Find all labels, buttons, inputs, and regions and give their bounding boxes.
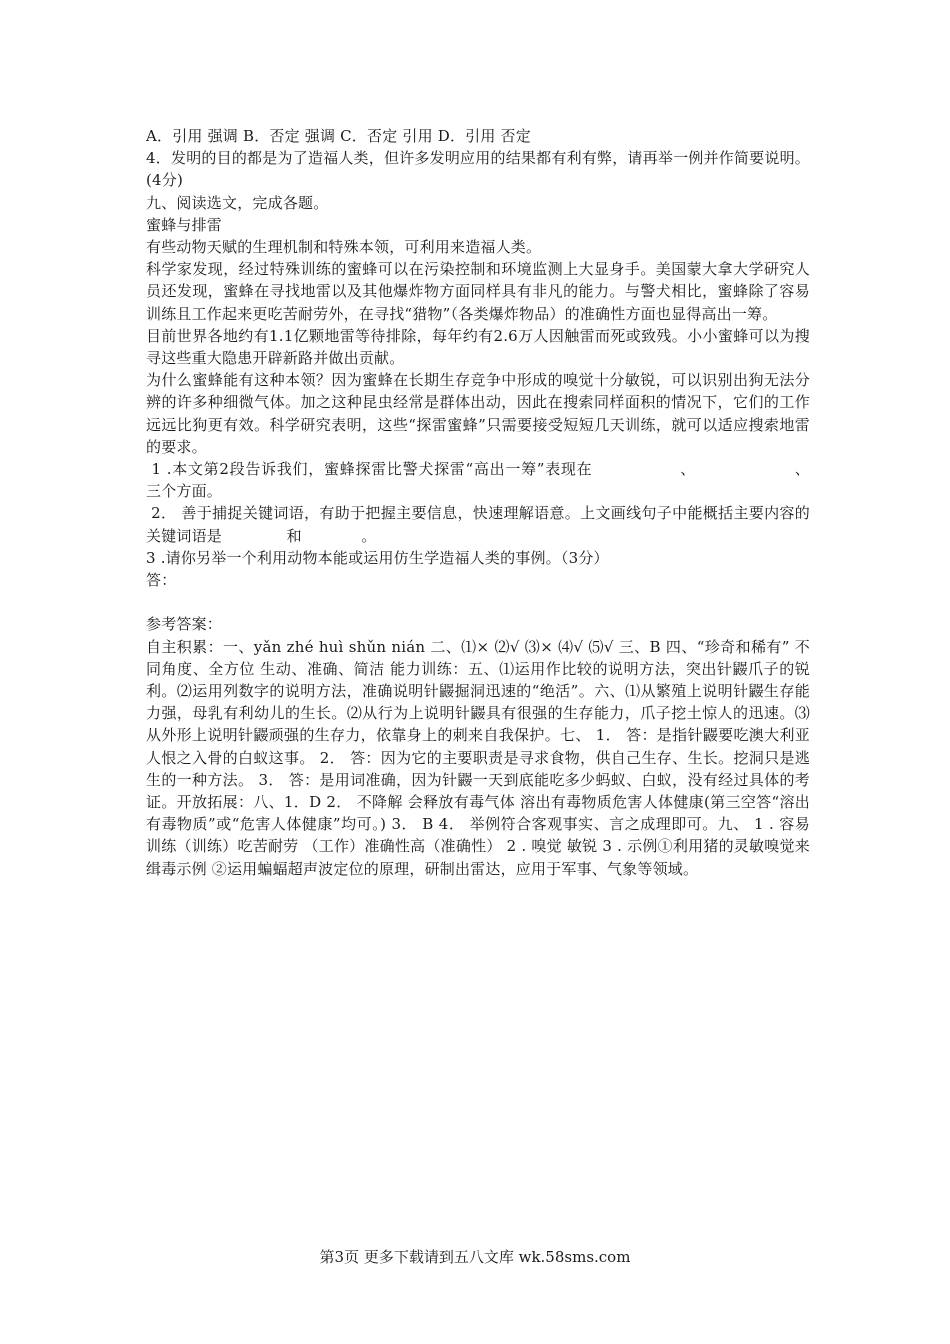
answer-options: A．引用 强调 B．否定 强调 C．否定 引用 D．引用 否定 [146,127,531,145]
article-paragraph: 目前世界各地约有1.1亿颗地雷等待排除，每年约有2.6万人因触雷而死或致残。小小蜜蜂可以为搜寻这些重大隐患开辟新路并做出贡献。 [146,326,810,368]
reference-answers-body: 自主积累：一、yǎn zhé huì shǔn nián 二、⑴× ⑵√ ⑶× ⑷√ ⑸√ 三、B 四、“珍奇和稀有” 不同角度、全方位 生动、准确、简洁 能力训练：五、⑴运用作比较的说明方法，突出针鼹爪子的锐利。⑵运用列数字的说明方法，准确说明针鼹掘洞迅速的“绝活”。六、⑴从繁殖上说明针鼹生存能力强，母乳有利幼儿的生长。⑵从行为上说明针鼹具有很强的生存能力，爪子挖土惊人的迅速。⑶从外形上说明针鼹顽强的生存力，依靠身上的刺来自我保护。七、 1． 答：是指针鼹要吃澳大利亚人恨之入骨的白蚁这事。 2． 答：因为它的主要职责是寻求食物，供自己生存、生长。挖洞只是逃生的一种方法。 3． 答：是用词准确，因为针鼹一天到底能吃多少蚂蚁、白蚁，没有经过具体的考证。开放拓展：八、1．D 2． 不降解 会释放有毒气体 溶出有毒物质危害人体健康(第三空答“溶出有毒物质”或“危害人体健康”均可。) 3． B 4． 举例符合客观事实、言之成理即可。九、 1 . 容易训练（训练）吃苦耐劳 （工作）准确性高（准确性） 2 . 嗅觉 敏锐 3 . 示例①利用猪的灵敏嗅觉来缉毒示例 ②运用蝙蝠超声波定位的原理，研制出雷达，应用于军事、气象等领域。 [146,637,810,878]
answer-label: 答： [146,571,177,590]
question-4: 4．发明的目的都是为了造福人类，但许多发明应用的结果都有利有弊，请再举一例并作简要说明。(4分) [146,149,810,190]
blank-line [146,591,810,613]
reading-question-2: 2． 善于捕捉关键词语，有助于把握主要信息，快速理解语意。上文画线句子中能概括主要内容的关键词语是 和 。 [146,504,810,545]
page-footer: 第3页 更多下载请到五八文库 wk.58sms.com [319,1248,631,1266]
article-paragraph: 为什么蜜蜂能有这种本领？因为蜜蜂在长期生存竞争中形成的嗅觉十分敏锐，可以识别出狗无法分辨的许多种细微气体。加之这种昆虫经常是群体出动，因此在搜索同样面积的情况下，它们的工作远远比狗更有效。科学研究表明，这些“探雷蜜蜂”只需要接受短短几天训练，就可以适应搜索地雷的要求。 [146,371,810,456]
document-body [146,125,905,880]
reading-question-1: 1 .本文第2段告诉我们，蜜蜂探雷比警犬探雷“高出一筹”表现在 、 、 三个方面。 [146,460,905,501]
article-title: 蜜蜂与排雷 [146,215,223,234]
reading-question-3: 3 .请你另举一个利用动物本能或运用仿生学造福人类的事例。（3分） [146,548,609,567]
article-paragraph: 科学家发现，经过特殊训练的蜜蜂可以在污染控制和环境监测上大显身手。美国蒙大拿大学研究人员还发现，蜜蜂在寻找地雷以及其他爆炸物方面同样具有非凡的能力。与警犬相比，蜜蜂除了容易训练且工作起来更吃苦耐劳外，在寻找“猎物”（各类爆炸物品）的准确性方面也显得高出一筹。 [146,260,810,323]
article-paragraph: 有些动物天赋的生理机制和特殊本领，可利用来造福人类。 [146,238,542,257]
section-heading: 九、阅读选文，完成各题。 [146,193,329,212]
reference-answers-heading: 参考答案： [146,615,223,634]
